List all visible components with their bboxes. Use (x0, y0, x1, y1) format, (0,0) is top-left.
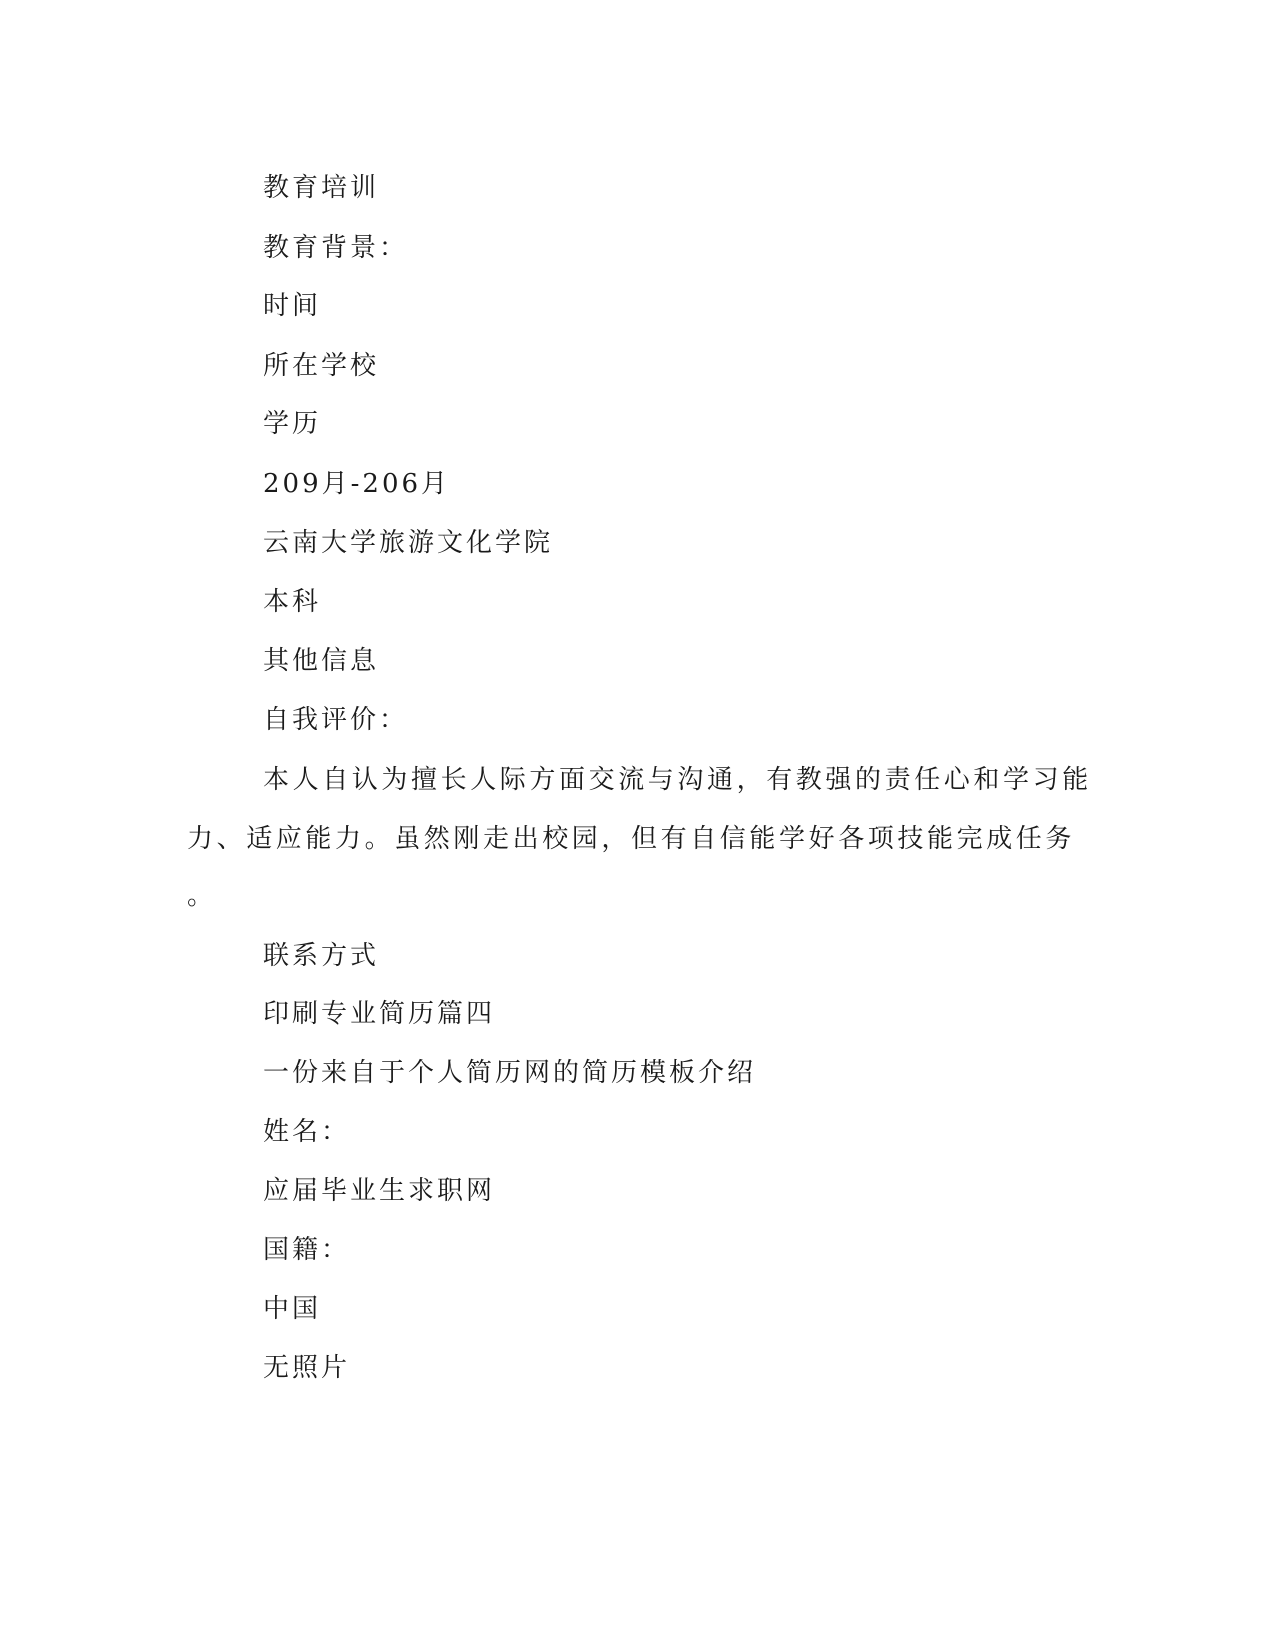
resume-template-intro: 一份来自于个人简历网的简历模板介绍 (263, 1058, 757, 1088)
label-time: 时间 (263, 291, 322, 321)
section-heading-contact: 联系方式 (263, 941, 380, 971)
label-education-background: 教育背景： (263, 233, 409, 263)
value-degree: 本科 (263, 587, 322, 617)
value-school: 云南大学旅游文化学院 (263, 528, 554, 558)
label-nationality: 国籍： (263, 1235, 351, 1265)
self-evaluation-line-2: 力、适应能力。虽然刚走出校园，但有自信能学好各项技能完成任务 (187, 824, 1076, 854)
label-degree: 学历 (263, 409, 322, 439)
self-evaluation-line-1: 本人自认为擅长人际方面交流与沟通，有教强的责任心和学习能 (263, 765, 1092, 795)
label-name: 姓名： (263, 1117, 351, 1147)
value-period: 209月-206月 (263, 469, 451, 499)
label-school: 所在学校 (263, 351, 380, 381)
section-heading-other-info: 其他信息 (263, 646, 380, 676)
value-name: 应届毕业生求职网 (263, 1176, 496, 1206)
section-heading-resume-four: 印刷专业简历篇四 (263, 999, 496, 1029)
photo-placeholder: 无照片 (263, 1353, 351, 1383)
section-heading-education-training: 教育培训 (263, 173, 380, 203)
value-nationality: 中国 (263, 1294, 322, 1324)
self-evaluation-line-3: 。 (187, 881, 217, 911)
label-self-evaluation: 自我评价： (263, 705, 409, 735)
